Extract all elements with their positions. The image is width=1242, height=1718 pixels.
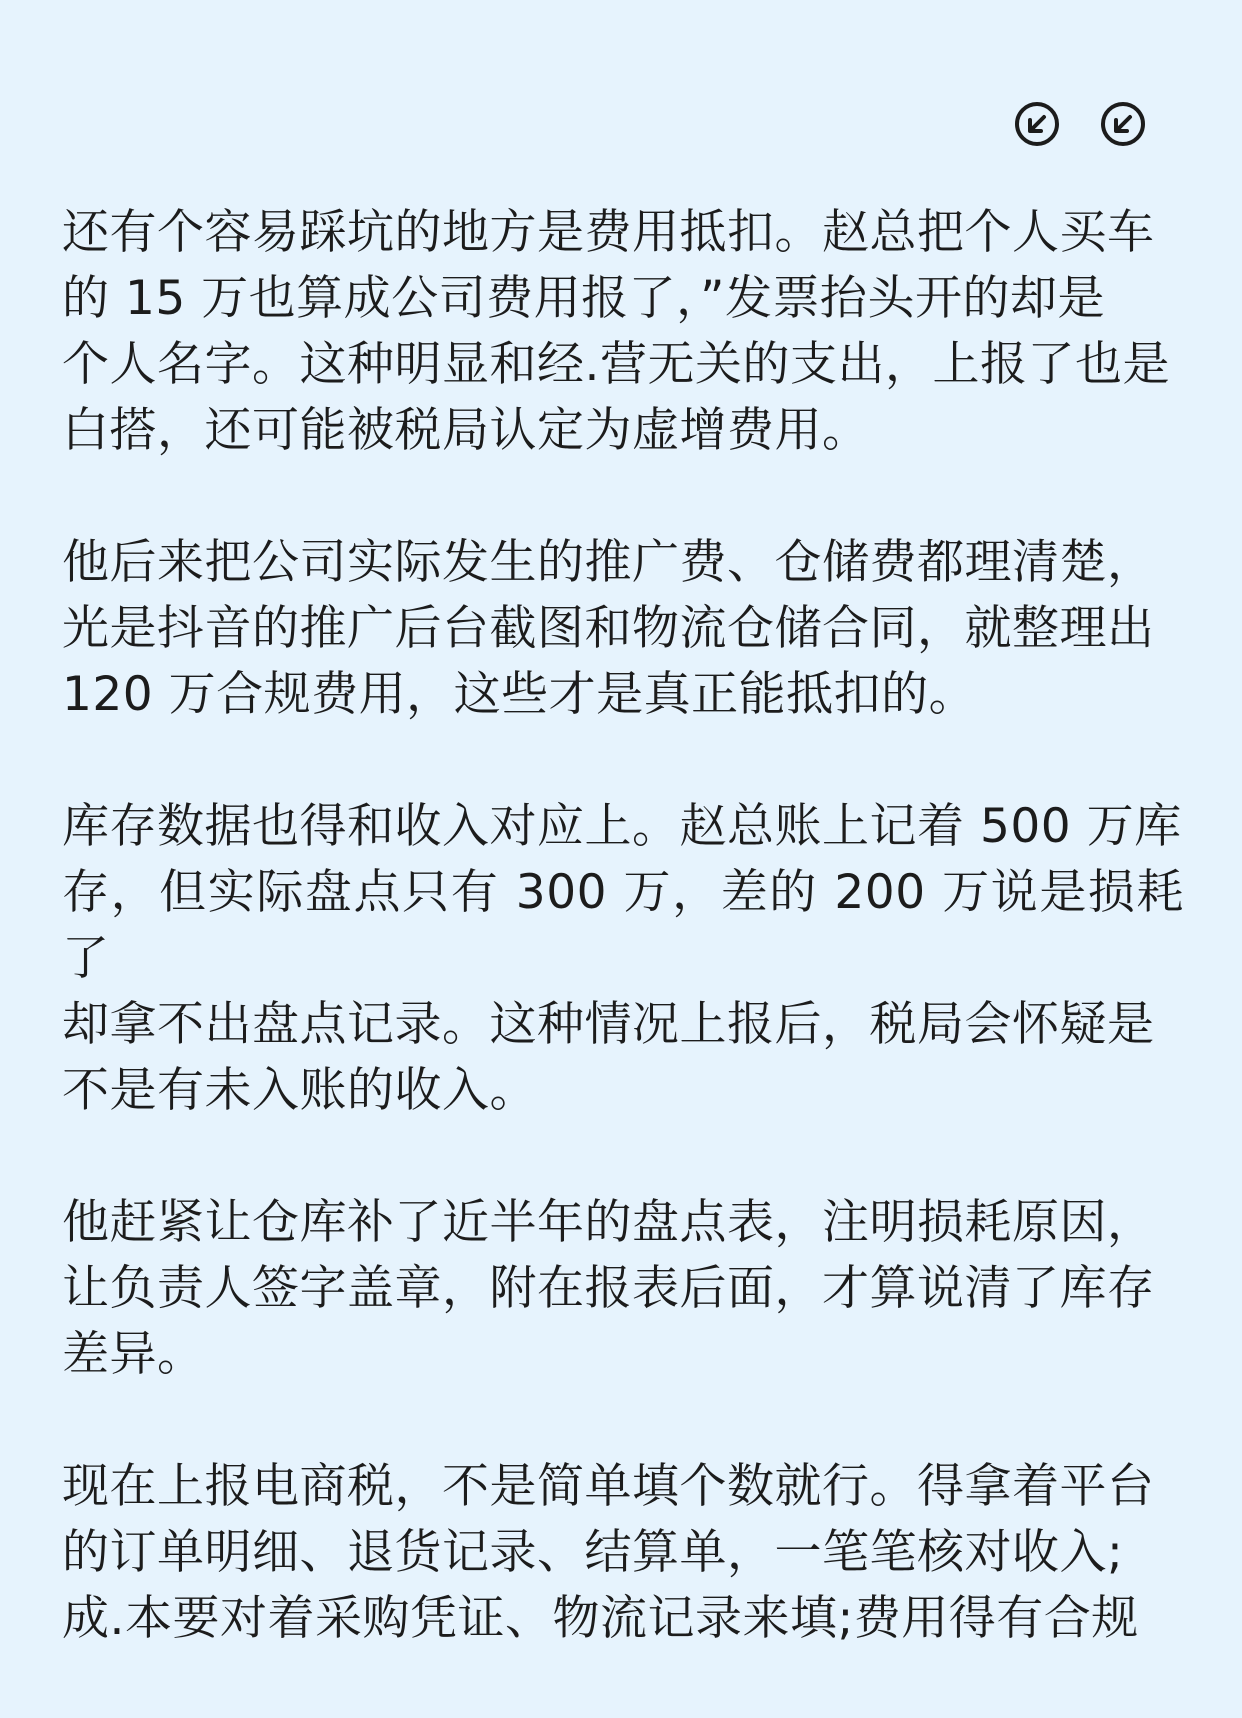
arrow-down-left-circle-icon[interactable] — [1099, 100, 1147, 148]
toolbar — [1013, 100, 1147, 148]
paragraph-compliant-expenses: 他后来把公司实际发生的推广费、仓储费都理清楚， 光是抖音的推广后台截图和物流仓储合同，就整理出 120 万合规费用，这些才是真正能抵扣的。 — [62, 535, 1155, 722]
arrow-down-left-circle-icon[interactable] — [1013, 100, 1061, 148]
article-body — [62, 200, 1184, 1718]
paragraph-inventory-records: 他赶紧让仓库补了近半年的盘点表，注明损耗原因， 让负责人签字盖章，附在报表后面，才算说清了库存 差异。 — [62, 1195, 1155, 1382]
paragraph-tax-reporting: 现在上报电商税，不是简单填个数就行。得拿着平台 的订单明细、退货记录、结算单，一笔笔核对收入; 成.本要对着采购凭证、物流记录来填;费用得有合规 — [62, 1459, 1155, 1646]
paragraph-inventory-data: 库存数据也得和收入对应上。赵总账上记着 500 万库 存，但实际盘点只有 300 万，差的 200 万说是损耗了 却拿不出盘点记录。这种情况上报后，税局会怀疑是 不是有未入账的收入。 — [62, 799, 1184, 1118]
paragraph-expense-deduction: 还有个容易踩坑的地方是费用抵扣。赵总把个人买车 的 15 万也算成公司费用报了，”发票抬头开的却是 个人名字。这种明显和经.营无关的支出，上报了也是 白搭，还可能被税局认定为虚增费用。 — [62, 205, 1170, 458]
